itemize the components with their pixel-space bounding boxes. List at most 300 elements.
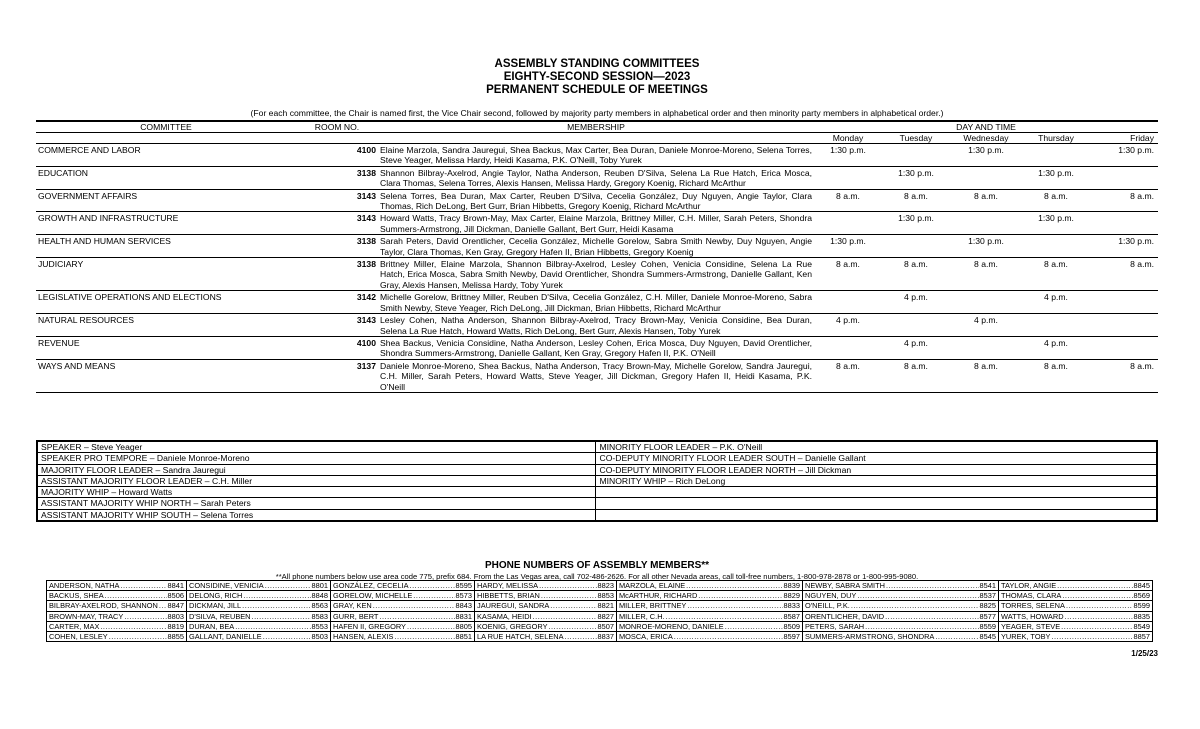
committee-members: Michelle Gorelow, Brittney Miller, Reuben D'Silva, Cecelia González, C.H. Miller, Daniele Monroe-Moreno, Sabra Smith Newby, Steve Yeager, Rich DeLong, Jill Dickman, Brian Hibbetts, Richard McArthur bbox=[380, 292, 812, 313]
room-number: 3143 bbox=[296, 212, 378, 235]
phone-entry-line bbox=[805, 622, 996, 631]
member-name: CONSIDINE, VENICIA bbox=[189, 581, 264, 591]
committee-schedule-table bbox=[36, 120, 1158, 393]
member-name: McARTHUR, RICHARD bbox=[619, 591, 698, 601]
day-header: Thursday bbox=[1022, 133, 1090, 144]
dot-leader bbox=[105, 591, 167, 600]
member-name: JAUREGUI, SANDRA bbox=[477, 601, 550, 611]
member-name: TORRES, SELENA bbox=[1001, 601, 1065, 611]
member-name: GORELOW, MICHELLE bbox=[333, 591, 413, 601]
dot-leader bbox=[857, 591, 978, 600]
member-name: THOMAS, CLARA bbox=[1001, 591, 1062, 601]
phone-extension: 8833 bbox=[783, 601, 800, 611]
phone-entry-line bbox=[189, 591, 328, 600]
phone-extension: 8583 bbox=[311, 611, 328, 621]
phone-entry bbox=[617, 581, 803, 591]
phone-entry-line bbox=[619, 612, 800, 621]
phone-extension: 8545 bbox=[979, 632, 996, 642]
phone-entry-line bbox=[333, 622, 472, 631]
member-name: ORENTLICHER, DAVID bbox=[805, 611, 885, 621]
dot-leader bbox=[100, 622, 166, 631]
majority-leadership-entry: ASSISTANT MAJORITY WHIP SOUTH – Selena Torres bbox=[37, 509, 596, 521]
member-name: GALLANT, DANIELLE bbox=[189, 632, 262, 642]
dot-leader bbox=[121, 581, 167, 590]
member-name: HAFEN II, GREGORY bbox=[333, 621, 406, 631]
phone-extension: 8805 bbox=[455, 621, 472, 631]
dot-leader bbox=[124, 612, 166, 621]
phone-entry bbox=[331, 631, 475, 641]
phone-entry-line bbox=[49, 622, 184, 631]
member-name: COHEN, LESLEY bbox=[49, 632, 108, 642]
dot-leader bbox=[725, 622, 783, 631]
dot-leader bbox=[885, 612, 978, 621]
phone-extension: 8853 bbox=[597, 591, 614, 601]
majority-leadership-entry: SPEAKER PRO TEMPORE – Daniele Monroe-Moreno bbox=[37, 453, 596, 464]
member-name: PETERS, SARAH bbox=[805, 621, 865, 631]
phone-entry-line bbox=[1001, 632, 1150, 641]
member-name: KASAMA, HEIDI bbox=[477, 611, 532, 621]
dot-leader bbox=[1066, 601, 1133, 610]
phone-extension: 8599 bbox=[1133, 601, 1150, 611]
meeting-time bbox=[882, 144, 950, 167]
day-header-row bbox=[36, 133, 1158, 144]
room-number: 3143 bbox=[296, 189, 378, 212]
member-name: WATTS, HOWARD bbox=[1001, 611, 1064, 621]
phone-extension: 8845 bbox=[1133, 581, 1150, 591]
day-header: Monday bbox=[814, 133, 882, 144]
committee-row bbox=[36, 166, 1158, 189]
phone-row bbox=[47, 621, 1153, 631]
phone-entry-line bbox=[1001, 581, 1150, 590]
ordering-note: (For each committee, the Chair is named first, the Vice Chair second, followed by majority party members in alphabetical order and then minority party members in alphabetical order.) bbox=[250, 108, 944, 118]
phone-entry bbox=[475, 601, 617, 611]
member-name: GURR, BERT bbox=[333, 611, 379, 621]
dot-leader bbox=[1061, 622, 1132, 631]
phone-entry-line bbox=[619, 591, 800, 600]
document-page bbox=[36, 0, 1158, 729]
phone-entry bbox=[617, 611, 803, 621]
member-name: MOSCA, ERICA bbox=[619, 632, 673, 642]
phone-extension: 8835 bbox=[1133, 611, 1150, 621]
phone-extension: 8857 bbox=[1133, 632, 1150, 642]
phone-entry bbox=[47, 631, 187, 641]
phone-extension: 8843 bbox=[455, 601, 472, 611]
dot-leader bbox=[886, 581, 979, 590]
phone-entry bbox=[187, 621, 331, 631]
majority-leadership-entry: SPEAKER – Steve Yeager bbox=[37, 441, 596, 453]
member-name: YEAGER, STEVE bbox=[1001, 621, 1061, 631]
phone-entry-line bbox=[477, 591, 614, 600]
member-name: GONZÁLEZ, CECELIA bbox=[333, 581, 409, 591]
phone-extension: 8506 bbox=[167, 591, 184, 601]
phone-entry-line bbox=[49, 612, 184, 621]
meeting-time: 1:30 p.m. bbox=[950, 235, 1022, 258]
phone-entry bbox=[803, 611, 999, 621]
committee-members: Brittney Miller, Elaine Marzola, Shannon Bilbray-Axelrod, Lesley Cohen, Venicia Considine, Selena La Rue Hatch, Erica Mosca, Sabra Smith Newby, David Orentlicher, Shondra Summers-Armstrong, Danielle Gallant, Ken Gray, Alexis Hansen, Melissa Hardy, Toby Yurek bbox=[380, 259, 812, 290]
dot-leader bbox=[539, 581, 596, 590]
dot-leader bbox=[533, 612, 597, 621]
phone-extension: 8563 bbox=[311, 601, 328, 611]
phone-entry bbox=[187, 631, 331, 641]
meeting-time: 1:30 p.m. bbox=[814, 144, 882, 167]
member-name: HIBBETTS, BRIAN bbox=[477, 591, 540, 601]
committee-members: Shea Backus, Venicia Considine, Natha Anderson, Lesley Cohen, Erica Mosca, Duy Nguyen, David Orentlicher, Shondra Summers-Armstrong, Danielle Gallant, Ken Gray, Gregory Hafen II, P.K. O'Neill bbox=[380, 337, 812, 359]
minority-leadership-entry: CO-DEPUTY MINORITY FLOOR LEADER SOUTH – Danielle Gallant bbox=[596, 453, 1157, 464]
phone-entry bbox=[331, 621, 475, 631]
member-name: ANDERSON, NATHA bbox=[49, 581, 120, 591]
room-number: 4100 bbox=[296, 336, 378, 359]
meeting-time: 4 p.m. bbox=[814, 314, 882, 337]
meeting-time bbox=[1022, 235, 1090, 258]
meeting-time: 4 p.m. bbox=[882, 291, 950, 314]
room-number: 3143 bbox=[296, 314, 378, 337]
phone-entry-line bbox=[477, 632, 614, 641]
committee-members: Sarah Peters, David Orentlicher, Cecelia González, Michelle Gorelow, Sabra Smith Newby, Duy Nguyen, Angie Taylor, Clara Thomas, Ken Gray, Gregory Hafen II, Brian Hibbetts, Gregory Koenig bbox=[380, 236, 812, 257]
phone-entry bbox=[803, 621, 999, 631]
phone-extension: 8569 bbox=[1133, 591, 1150, 601]
committee-members: Selena Torres, Bea Duran, Max Carter, Reuben D'Silva, Cecelia González, Duy Nguyen, Angie Taylor, Clara Thomas, Rich DeLong, Bert Gurr, Brian Hibbetts, Gregory Koenig, Richard McArthur bbox=[380, 190, 812, 212]
committee-name: HEALTH AND HUMAN SERVICES bbox=[36, 235, 296, 258]
meeting-time: 4 p.m. bbox=[882, 336, 950, 359]
phone-extension: 8553 bbox=[311, 621, 328, 631]
meeting-time: 8 a.m. bbox=[882, 258, 950, 291]
phone-entry-line bbox=[805, 612, 996, 621]
meeting-time: 1:30 p.m. bbox=[882, 166, 950, 189]
member-name: DICKMAN, JILL bbox=[189, 601, 242, 611]
minority-leadership-entry bbox=[596, 487, 1157, 498]
meeting-time bbox=[1090, 291, 1158, 314]
phone-entry bbox=[999, 621, 1153, 631]
meeting-time bbox=[950, 166, 1022, 189]
dot-leader bbox=[373, 601, 455, 610]
phone-extension: 8841 bbox=[167, 581, 184, 591]
phone-entry-line bbox=[805, 591, 996, 600]
room-number: 3142 bbox=[296, 291, 378, 314]
schedule-title: PERMANENT SCHEDULE OF MEETINGS bbox=[486, 84, 708, 96]
phone-extension: 8541 bbox=[979, 581, 996, 591]
phone-entry bbox=[187, 581, 331, 591]
day-header: Friday bbox=[1090, 133, 1158, 144]
phone-extension: 8837 bbox=[597, 632, 614, 642]
phone-extension: 8509 bbox=[783, 621, 800, 631]
room-number: 3138 bbox=[296, 235, 378, 258]
committee-members: Daniele Monroe-Moreno, Shea Backus, Natha Anderson, Tracy Brown-May, Michelle Gorelow, Sandra Jauregui, C.H. Miller, Sarah Peters, Howard Watts, Steve Yeager, Jill Dickman, Gregory Hafen II, Heidi Kasama, P.K. O'Neill bbox=[380, 360, 812, 392]
phone-extension: 8559 bbox=[979, 621, 996, 631]
meeting-time: 1:30 p.m. bbox=[1022, 212, 1090, 235]
phone-entry-line bbox=[189, 601, 328, 610]
leadership-row bbox=[37, 475, 1157, 486]
phone-entry bbox=[617, 621, 803, 631]
dot-leader bbox=[666, 612, 783, 621]
dot-leader bbox=[1057, 581, 1132, 590]
phone-extension: 8573 bbox=[455, 591, 472, 601]
dot-leader bbox=[242, 601, 310, 610]
meeting-time: 8 a.m. bbox=[1022, 189, 1090, 212]
phone-entry-line bbox=[1001, 591, 1150, 600]
committee-members: Shannon Bilbray-Axelrod, Angie Taylor, Natha Anderson, Reuben D'Silva, Selena La Rue Hatch, Erica Mosca, Clara Thomas, Selena Torres, Alexis Hansen, Melissa Hardy, Gregory Koenig, Richard McArthur bbox=[380, 167, 812, 189]
minority-leadership-entry: MINORITY FLOOR LEADER – P.K. O'Neill bbox=[596, 441, 1157, 453]
phone-entry-line bbox=[805, 581, 996, 590]
phone-entry bbox=[47, 621, 187, 631]
phone-entry-line bbox=[189, 632, 328, 641]
phone-extension: 8549 bbox=[1133, 621, 1150, 631]
meeting-time: 1:30 p.m. bbox=[950, 144, 1022, 167]
dot-leader bbox=[674, 632, 783, 641]
phone-entry bbox=[803, 601, 999, 611]
committee-name: GROWTH AND INFRASTRUCTURE bbox=[36, 212, 296, 235]
phone-extension: 8503 bbox=[311, 632, 328, 642]
member-name: MILLER, C.H. bbox=[619, 611, 665, 621]
leadership-table bbox=[36, 440, 1158, 522]
dot-leader bbox=[263, 632, 311, 641]
meeting-time bbox=[814, 336, 882, 359]
member-name: MONROE-MORENO, DANIELE bbox=[619, 621, 724, 631]
phone-entry bbox=[475, 621, 617, 631]
phone-entry bbox=[187, 611, 331, 621]
phone-extension: 8855 bbox=[167, 632, 184, 642]
phone-extension: 8825 bbox=[979, 601, 996, 611]
majority-leadership-entry: ASSISTANT MAJORITY WHIP NORTH – Sarah Peters bbox=[37, 498, 596, 509]
committee-row bbox=[36, 336, 1158, 359]
dot-leader bbox=[541, 591, 597, 600]
meeting-time: 8 a.m. bbox=[1090, 189, 1158, 212]
phone-entry-line bbox=[49, 632, 184, 641]
leadership-row bbox=[37, 487, 1157, 498]
dot-leader bbox=[235, 622, 310, 631]
committee-name: WAYS AND MEANS bbox=[36, 359, 296, 392]
meeting-time: 1:30 p.m. bbox=[1090, 235, 1158, 258]
phone-entry-line bbox=[477, 612, 614, 621]
room-number: 4100 bbox=[296, 144, 378, 167]
meeting-time: 8 a.m. bbox=[814, 189, 882, 212]
phone-extension: 8851 bbox=[455, 632, 472, 642]
dot-leader bbox=[413, 591, 454, 600]
majority-leadership-entry: MAJORITY WHIP – Howard Watts bbox=[37, 487, 596, 498]
phone-extension: 8803 bbox=[167, 611, 184, 621]
meeting-time: 1:30 p.m. bbox=[814, 235, 882, 258]
schedule-header-row bbox=[36, 121, 1158, 133]
phone-entry-line bbox=[49, 591, 184, 600]
schedule-body bbox=[36, 144, 1158, 393]
dot-leader bbox=[1051, 632, 1132, 641]
member-name: LA RUE HATCH, SELENA bbox=[477, 632, 564, 642]
phone-entry bbox=[803, 591, 999, 601]
member-name: DELONG, RICH bbox=[189, 591, 243, 601]
committee-row bbox=[36, 258, 1158, 291]
phone-entry bbox=[617, 601, 803, 611]
meeting-time bbox=[814, 212, 882, 235]
committee-name: GOVERNMENT AFFAIRS bbox=[36, 189, 296, 212]
phone-extension: 8801 bbox=[311, 581, 328, 591]
phone-entry-line bbox=[1001, 622, 1150, 631]
meeting-time bbox=[950, 212, 1022, 235]
phone-extension: 8823 bbox=[597, 581, 614, 591]
phone-entry-line bbox=[333, 601, 472, 610]
dot-leader bbox=[565, 632, 597, 641]
member-name: HANSEN, ALEXIS bbox=[333, 632, 394, 642]
dot-leader bbox=[1065, 612, 1133, 621]
phone-entry bbox=[475, 611, 617, 621]
committee-name: NATURAL RESOURCES bbox=[36, 314, 296, 337]
member-name: CARTER, MAX bbox=[49, 621, 100, 631]
meeting-time bbox=[1090, 166, 1158, 189]
member-name: HARDY, MELISSA bbox=[477, 581, 539, 591]
phone-entry bbox=[999, 601, 1153, 611]
member-name: GRAY, KEN bbox=[333, 601, 372, 611]
leadership-row bbox=[37, 464, 1157, 475]
member-name: SUMMERS-ARMSTRONG, SHONDRA bbox=[805, 632, 935, 642]
dot-leader bbox=[851, 601, 979, 610]
member-name: O'NEILL, P.K. bbox=[805, 601, 850, 611]
committee-row bbox=[36, 144, 1158, 167]
phone-entry bbox=[999, 591, 1153, 601]
meeting-time: 8 a.m. bbox=[882, 189, 950, 212]
phone-row bbox=[47, 631, 1153, 641]
phone-section-note: **All phone numbers below use area code 775, prefix 684. From the Las Vegas area, call 702-486-2626. For all other Nevada areas, call toll-free numbers, 1-800-978-2878 or 1-800-995-9080. bbox=[275, 572, 919, 581]
meeting-time: 8 a.m. bbox=[1090, 359, 1158, 392]
phone-entry bbox=[47, 601, 187, 611]
committee-members: Lesley Cohen, Natha Anderson, Shannon Bilbray-Axelrod, Tracy Brown-May, Venicia Considine, Bea Duran, Selena La Rue Hatch, Howard Watts, Rich DeLong, Bert Gurr, Alexis Hansen, Toby Yurek bbox=[380, 315, 812, 336]
dot-leader bbox=[698, 591, 782, 600]
meeting-time: 1:30 p.m. bbox=[1022, 166, 1090, 189]
meeting-time bbox=[882, 235, 950, 258]
phone-entry-line bbox=[619, 601, 800, 610]
majority-leadership-entry: MAJORITY FLOOR LEADER – Sandra Jauregui bbox=[37, 464, 596, 475]
meeting-time bbox=[814, 166, 882, 189]
meeting-time: 1:30 p.m. bbox=[1090, 144, 1158, 167]
phone-entry bbox=[47, 611, 187, 621]
phone-section-title: PHONE NUMBERS OF ASSEMBLY MEMBERS** bbox=[484, 560, 710, 571]
dot-leader bbox=[159, 601, 167, 610]
meeting-time: 8 a.m. bbox=[950, 359, 1022, 392]
phone-extension: 8819 bbox=[167, 621, 184, 631]
room-number: 3138 bbox=[296, 258, 378, 291]
committee-row bbox=[36, 212, 1158, 235]
member-name: YUREK, TOBY bbox=[1001, 632, 1051, 642]
phone-extension: 8847 bbox=[167, 601, 184, 611]
meeting-time: 8 a.m. bbox=[950, 189, 1022, 212]
phone-row bbox=[47, 591, 1153, 601]
phone-entry-line bbox=[333, 632, 472, 641]
phone-entry bbox=[47, 581, 187, 591]
meeting-time: 8 a.m. bbox=[1022, 258, 1090, 291]
member-name: NGUYEN, DUY bbox=[805, 591, 857, 601]
dot-leader bbox=[549, 622, 597, 631]
committee-name: EDUCATION bbox=[36, 166, 296, 189]
phone-entry-line bbox=[619, 581, 800, 590]
phone-entry bbox=[475, 581, 617, 591]
phone-extension: 8829 bbox=[783, 591, 800, 601]
committee-members: Howard Watts, Tracy Brown-May, Max Carter, Elaine Marzola, Brittney Miller, C.H. Miller, Sarah Peters, Shondra Summers-Armstrong, Jill Dickman, Danielle Gallant, Bert Gurr, Heidi Kasama bbox=[380, 213, 812, 234]
day-time-column-header: DAY AND TIME bbox=[814, 121, 1158, 133]
phone-entry-line bbox=[189, 622, 328, 631]
phone-extension: 8587 bbox=[783, 611, 800, 621]
phone-entry bbox=[187, 591, 331, 601]
phone-entry-line bbox=[1001, 601, 1150, 610]
dot-leader bbox=[243, 591, 310, 600]
dot-leader bbox=[686, 581, 782, 590]
committee-row bbox=[36, 235, 1158, 258]
phone-entry bbox=[803, 581, 999, 591]
phone-extension: 8848 bbox=[311, 591, 328, 601]
dot-leader bbox=[109, 632, 167, 641]
meeting-time bbox=[1090, 212, 1158, 235]
meeting-time: 4 p.m. bbox=[1022, 336, 1090, 359]
phone-entry-line bbox=[49, 581, 184, 590]
phone-entry-line bbox=[49, 601, 184, 610]
meeting-time: 8 a.m. bbox=[814, 359, 882, 392]
phone-entry bbox=[617, 591, 803, 601]
phone-entry bbox=[475, 591, 617, 601]
phone-entry bbox=[999, 581, 1153, 591]
dot-leader bbox=[407, 622, 455, 631]
meeting-time: 8 a.m. bbox=[1022, 359, 1090, 392]
phone-entry bbox=[331, 601, 475, 611]
leadership-row bbox=[37, 509, 1157, 521]
meeting-time bbox=[950, 291, 1022, 314]
session-title: EIGHTY-SECOND SESSION—2023 bbox=[503, 71, 691, 83]
meeting-time bbox=[882, 314, 950, 337]
leadership-row bbox=[37, 441, 1157, 453]
meeting-time bbox=[1022, 314, 1090, 337]
phone-entry-line bbox=[477, 622, 614, 631]
committee-name: JUDICIARY bbox=[36, 258, 296, 291]
member-name: BILBRAY-AXELROD, SHANNON bbox=[49, 601, 158, 611]
day-header: Tuesday bbox=[882, 133, 950, 144]
dot-leader bbox=[687, 601, 782, 610]
phone-entry bbox=[47, 591, 187, 601]
membership-column-header: MEMBERSHIP bbox=[378, 121, 814, 133]
member-name: BROWN-MAY, TRACY bbox=[49, 611, 124, 621]
dot-leader bbox=[379, 612, 454, 621]
member-name: MILLER, BRITTNEY bbox=[619, 601, 687, 611]
committee-row bbox=[36, 189, 1158, 212]
phone-entry bbox=[475, 631, 617, 641]
committee-name: COMMERCE AND LABOR bbox=[36, 144, 296, 167]
leadership-row bbox=[37, 498, 1157, 509]
phone-entry bbox=[331, 581, 475, 591]
minority-leadership-entry bbox=[596, 498, 1157, 509]
member-name: NEWBY, SABRA SMITH bbox=[805, 581, 885, 591]
phone-extension: 8821 bbox=[597, 601, 614, 611]
phone-entry bbox=[803, 631, 999, 641]
phone-entry bbox=[617, 631, 803, 641]
meeting-time bbox=[1022, 144, 1090, 167]
committee-row bbox=[36, 291, 1158, 314]
committee-row bbox=[36, 314, 1158, 337]
phone-entry bbox=[331, 591, 475, 601]
phone-extension: 8831 bbox=[455, 611, 472, 621]
meeting-time: 4 p.m. bbox=[1022, 291, 1090, 314]
member-name: BACKUS, SHEA bbox=[49, 591, 104, 601]
dot-leader bbox=[865, 622, 978, 631]
phone-entry bbox=[999, 631, 1153, 641]
meeting-time: 4 p.m. bbox=[950, 314, 1022, 337]
meeting-time: 1:30 p.m. bbox=[882, 212, 950, 235]
member-name: MARZOLA, ELAINE bbox=[619, 581, 686, 591]
meeting-time bbox=[1090, 314, 1158, 337]
phone-extension: 8537 bbox=[979, 591, 996, 601]
dot-leader bbox=[1062, 591, 1132, 600]
dot-leader bbox=[410, 581, 455, 590]
member-name: TAYLOR, ANGIE bbox=[1001, 581, 1057, 591]
phone-entry-line bbox=[333, 591, 472, 600]
minority-leadership-entry: CO-DEPUTY MINORITY FLOOR LEADER NORTH – Jill Dickman bbox=[596, 464, 1157, 475]
committee-members: Elaine Marzola, Sandra Jauregui, Shea Backus, Max Carter, Bea Duran, Daniele Monroe-Moreno, Selena Torres, Steve Yeager, Melissa Hardy, Heidi Kasama, P.K. O'Neill, Toby Yurek bbox=[380, 145, 812, 166]
phone-extension: 8839 bbox=[783, 581, 800, 591]
phone-entry-line bbox=[805, 632, 996, 641]
phone-extension: 8595 bbox=[455, 581, 472, 591]
